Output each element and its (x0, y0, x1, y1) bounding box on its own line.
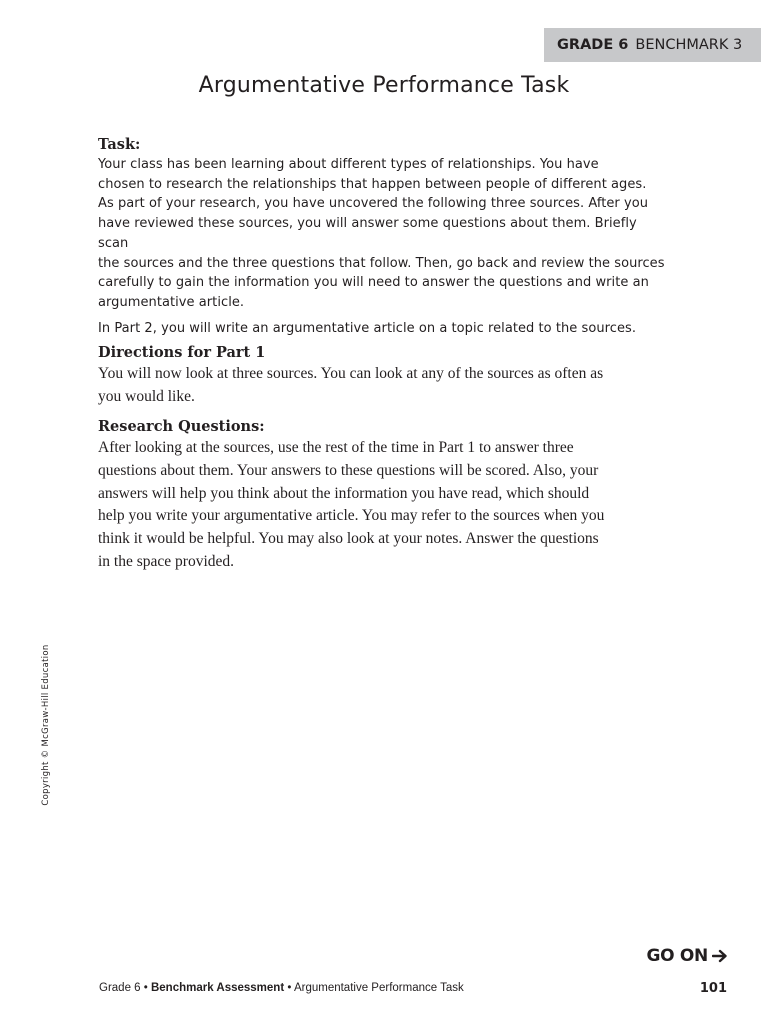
research-heading: Research Questions: (98, 418, 265, 435)
footer-separator: • (140, 982, 151, 994)
footer-grade: Grade 6 (99, 982, 141, 994)
footer-assessment: Benchmark Assessment (150, 982, 285, 994)
footer-task: Argumentative Performance Task (293, 982, 464, 994)
benchmark-label: BENCHMARK 3 (635, 37, 743, 53)
go-on-label: GO ON (646, 946, 708, 966)
part2-paragraph: In Part 2, you will write an argumentative article on a topic related to the sources. (98, 320, 636, 336)
directions-heading: Directions for Part 1 (98, 344, 266, 361)
task-heading: Task: (98, 136, 141, 153)
copyright-notice: Copyright © McGraw-Hill Education (41, 644, 51, 806)
directions-section (98, 342, 670, 409)
research-body: After looking at the sources, use the rest of the time in Part 1 to answer three questions about them. Your answers to these questions will be scored. Also, your answers will help you think about the information you have read, which should help you write your argumentative article. You may refer to the sources when you think it would be helpful. You may also look at your notes. Answer the questions in the space provided. (98, 439, 605, 570)
task-section (98, 134, 670, 338)
footer-line (99, 982, 464, 994)
grade-benchmark-tab (544, 28, 761, 62)
footer-separator: • (284, 982, 294, 994)
go-on-indicator (646, 946, 728, 966)
arrow-right-icon (712, 949, 728, 963)
research-section (98, 416, 670, 574)
page-title: Argumentative Performance Task (198, 73, 570, 98)
page-number: 101 (699, 981, 727, 996)
directions-body: You will now look at three sources. You can look at any of the sources as often as you would like. (98, 365, 604, 405)
grade-label: GRADE 6 (557, 37, 629, 53)
task-paragraph: Your class has been learning about different types of relationships. You have chosen to research the relationships that happen between people of different ages. As part of your research, you have uncovered the following three sources. After you have reviewed these sources, you will answer some questions about them. Briefly scan the sources and the three questions that follow. Then, go back and review the sources carefully to gain the information you will need to answer the questions and write an argumentative article. (98, 157, 665, 310)
